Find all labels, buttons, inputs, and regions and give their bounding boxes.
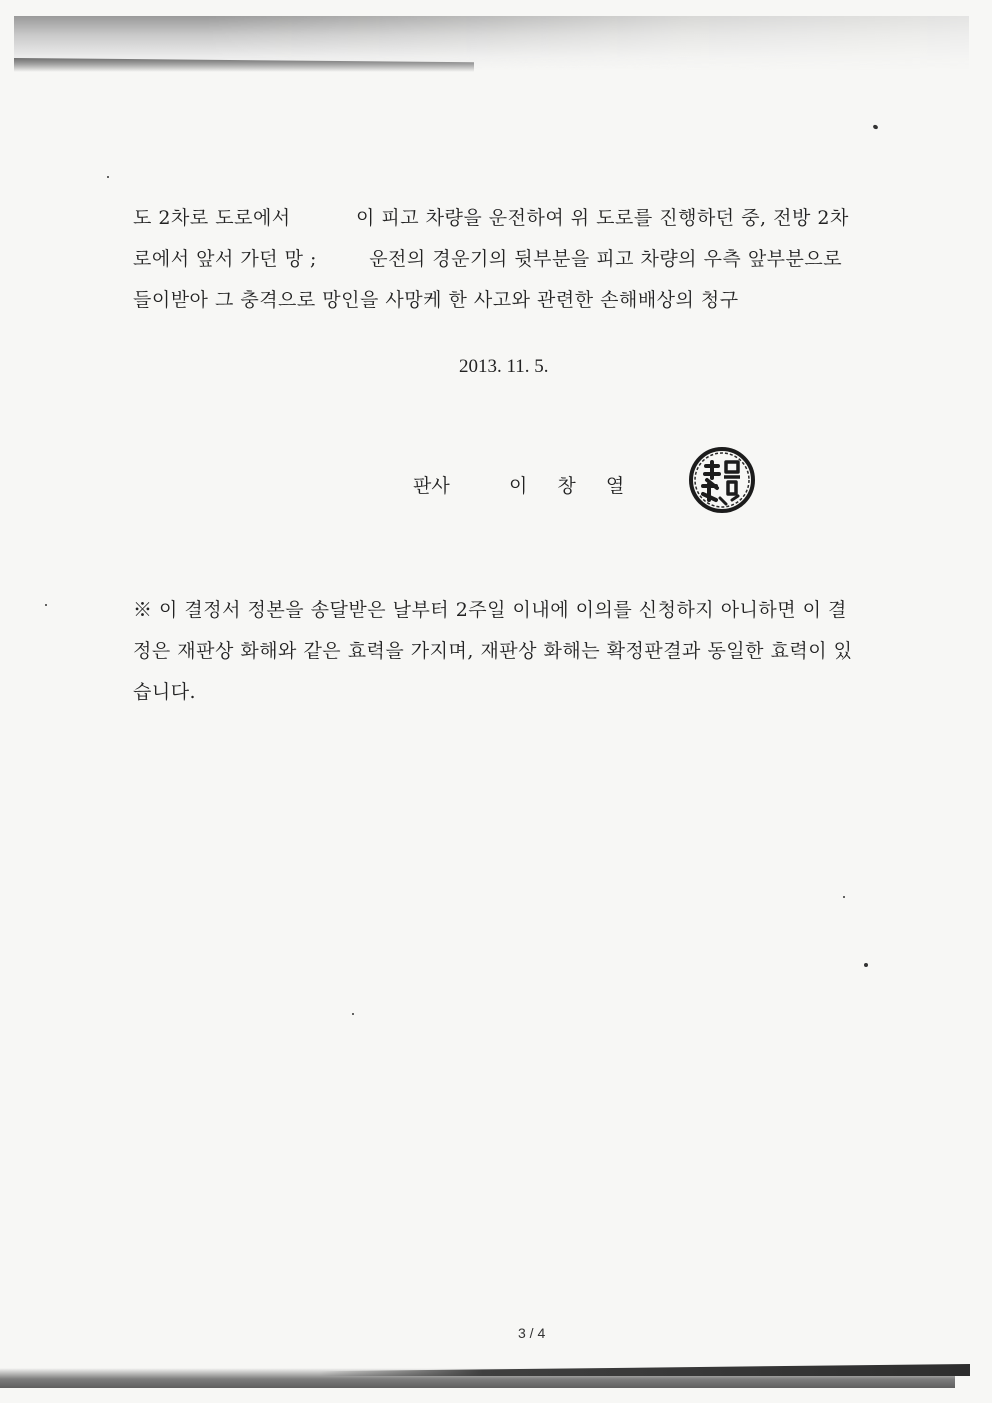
body-line-1: 도 2차로 도로에서 이 피고 차량을 운전하여 위 도로를 진행하던 중, 전방 2차	[133, 207, 849, 229]
scan-speck	[352, 1013, 354, 1015]
body-line-2: 로에서 앞서 가던 망 ; 운전의 경운기의 뒷부분을 피고 차량의 우측 앞부분으로	[133, 248, 843, 270]
page-number: 3 / 4	[518, 1325, 546, 1341]
notice-line-1: ※ 이 결정서 정본을 송달받은 날부터 2주일 이내에 이의를 신청하지 아니하면 이 결	[133, 599, 847, 621]
document-date: 2013. 11. 5.	[459, 356, 549, 377]
judge-name: 이 창 열	[509, 475, 631, 497]
scan-speck	[107, 176, 109, 178]
scan-speck	[843, 896, 845, 898]
scan-speck	[45, 604, 47, 606]
scan-speck	[872, 124, 878, 130]
body-line-3: 들이받아 그 충격으로 망인을 사망케 한 사고와 관련한 손해배상의 청구	[133, 289, 739, 311]
scan-speck	[864, 963, 868, 967]
judge-seal-stamp-icon	[686, 444, 758, 516]
notice-line-2: 정은 재판상 화해와 같은 효력을 가지며, 재판상 화해는 확정판결과 동일한 효력이 있	[133, 640, 853, 662]
judge-title: 판사	[413, 475, 450, 497]
notice-line-3: 습니다.	[133, 681, 197, 703]
